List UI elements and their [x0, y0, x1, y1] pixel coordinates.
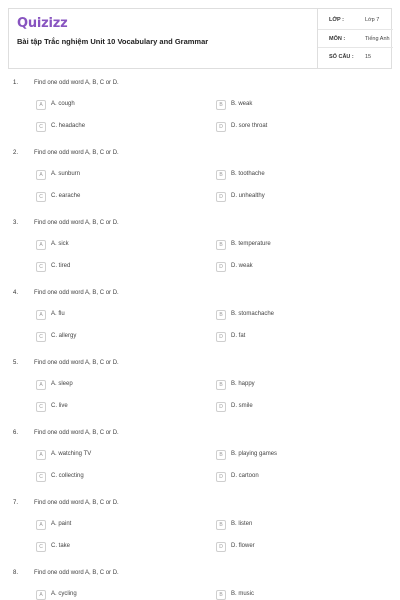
- answer-option-text: C. tired: [51, 263, 71, 269]
- answer-option-checkbox[interactable]: D: [216, 542, 226, 552]
- answer-option-checkbox[interactable]: B: [216, 520, 226, 530]
- answer-option-checkbox[interactable]: D: [216, 472, 226, 482]
- answer-option-text: A. sleep: [51, 381, 73, 387]
- question-number: 8.: [13, 570, 19, 576]
- quizizz-logo: Quizizz: [17, 16, 68, 31]
- answer-option-text: D. sore throat: [231, 123, 268, 129]
- answer-option-checkbox[interactable]: B: [216, 590, 226, 600]
- question-text: Find one odd word A, B, C or D.: [34, 150, 119, 156]
- answer-option-checkbox[interactable]: A: [36, 310, 46, 320]
- answer-option-text: A. cough: [51, 101, 75, 107]
- answer-option-text: C. headache: [51, 123, 86, 129]
- answer-option-checkbox[interactable]: C: [36, 332, 46, 342]
- answer-option-text: B. happy: [231, 381, 255, 387]
- question-number: 6.: [13, 430, 19, 436]
- answer-option-text: B. toothache: [231, 171, 265, 177]
- answer-option-text: B. listen: [231, 521, 253, 527]
- question-item: [0, 216, 400, 284]
- answer-option-checkbox[interactable]: D: [216, 402, 226, 412]
- question-number: 7.: [13, 500, 19, 506]
- meta-value: Lớp 7: [365, 17, 380, 23]
- answer-option-text: A. sunburn: [51, 171, 81, 177]
- answer-option-checkbox[interactable]: A: [36, 450, 46, 460]
- meta-value: Tiếng Anh: [365, 36, 390, 42]
- answer-option-checkbox[interactable]: A: [36, 240, 46, 250]
- answer-option-text: D. fat: [231, 333, 246, 339]
- answer-option-checkbox[interactable]: B: [216, 310, 226, 320]
- answer-option-checkbox[interactable]: C: [36, 542, 46, 552]
- question-text: Find one odd word A, B, C or D.: [34, 430, 119, 436]
- answer-option-text: D. unhealthy: [231, 193, 265, 199]
- meta-row-question-count: [318, 47, 393, 65]
- worksheet-title: Bài tập Trắc nghiệm Unit 10 Vocabulary and Grammar: [17, 37, 209, 46]
- answer-option-checkbox[interactable]: C: [36, 192, 46, 202]
- meta-label: LỚP :: [329, 17, 344, 23]
- answer-option-text: D. weak: [231, 263, 253, 269]
- question-item: [0, 146, 400, 214]
- meta-row-grade: [318, 11, 393, 29]
- answer-option-text: C. collecting: [51, 473, 84, 479]
- answer-option-text: D. cartoon: [231, 473, 259, 479]
- answer-option-checkbox[interactable]: B: [216, 380, 226, 390]
- question-text: Find one odd word A, B, C or D.: [34, 290, 119, 296]
- question-number: 2.: [13, 150, 19, 156]
- answer-option-checkbox[interactable]: C: [36, 262, 46, 272]
- question-text: Find one odd word A, B, C or D.: [34, 500, 119, 506]
- question-item: [0, 356, 400, 424]
- question-text: Find one odd word A, B, C or D.: [34, 570, 119, 576]
- answer-option-checkbox[interactable]: D: [216, 332, 226, 342]
- meta-row-subject: [318, 29, 393, 47]
- answer-option-text: A. paint: [51, 521, 72, 527]
- answer-option-checkbox[interactable]: B: [216, 450, 226, 460]
- answer-option-text: B. music: [231, 591, 255, 597]
- answer-option-checkbox[interactable]: A: [36, 170, 46, 180]
- answer-option-text: B. stomachache: [231, 311, 275, 317]
- answer-option-checkbox[interactable]: D: [216, 192, 226, 202]
- answer-option-text: C. allergy: [51, 333, 77, 339]
- answer-option-text: C. live: [51, 403, 68, 409]
- question-number: 1.: [13, 80, 19, 86]
- answer-option-text: C. take: [51, 543, 71, 549]
- answer-option-checkbox[interactable]: B: [216, 240, 226, 250]
- answer-option-checkbox[interactable]: D: [216, 122, 226, 132]
- meta-value: 15: [365, 54, 372, 60]
- answer-option-text: C. earache: [51, 193, 81, 199]
- answer-option-checkbox[interactable]: A: [36, 520, 46, 530]
- question-item: [0, 496, 400, 564]
- answer-option-text: A. sick: [51, 241, 69, 247]
- question-number: 5.: [13, 360, 19, 366]
- question-item: [0, 426, 400, 494]
- answer-option-checkbox[interactable]: D: [216, 262, 226, 272]
- question-item: [0, 76, 400, 144]
- answer-option-text: B. playing games: [231, 451, 278, 457]
- answer-option-text: B. temperature: [231, 241, 271, 247]
- question-number: 3.: [13, 220, 19, 226]
- worksheet-meta-table: [317, 9, 392, 68]
- answer-option-checkbox[interactable]: C: [36, 402, 46, 412]
- answer-option-checkbox[interactable]: A: [36, 100, 46, 110]
- meta-label: SỐ CÂU :: [329, 54, 354, 60]
- answer-option-checkbox[interactable]: A: [36, 380, 46, 390]
- answer-option-checkbox[interactable]: C: [36, 472, 46, 482]
- answer-option-checkbox[interactable]: A: [36, 590, 46, 600]
- answer-option-checkbox[interactable]: B: [216, 100, 226, 110]
- answer-option-text: D. flower: [231, 543, 255, 549]
- answer-option-text: A. watching TV: [51, 451, 92, 457]
- question-text: Find one odd word A, B, C or D.: [34, 220, 119, 226]
- question-item: [0, 566, 400, 600]
- answer-option-checkbox[interactable]: C: [36, 122, 46, 132]
- answer-option-text: A. flu: [51, 311, 65, 317]
- worksheet-header: [8, 8, 392, 69]
- question-text: Find one odd word A, B, C or D.: [34, 80, 119, 86]
- question-number: 4.: [13, 290, 19, 296]
- question-text: Find one odd word A, B, C or D.: [34, 360, 119, 366]
- answer-option-text: D. smile: [231, 403, 253, 409]
- answer-option-checkbox[interactable]: B: [216, 170, 226, 180]
- answer-option-text: B. weak: [231, 101, 253, 107]
- question-item: [0, 286, 400, 354]
- answer-option-text: A. cycling: [51, 591, 77, 597]
- meta-label: MÔN :: [329, 36, 346, 42]
